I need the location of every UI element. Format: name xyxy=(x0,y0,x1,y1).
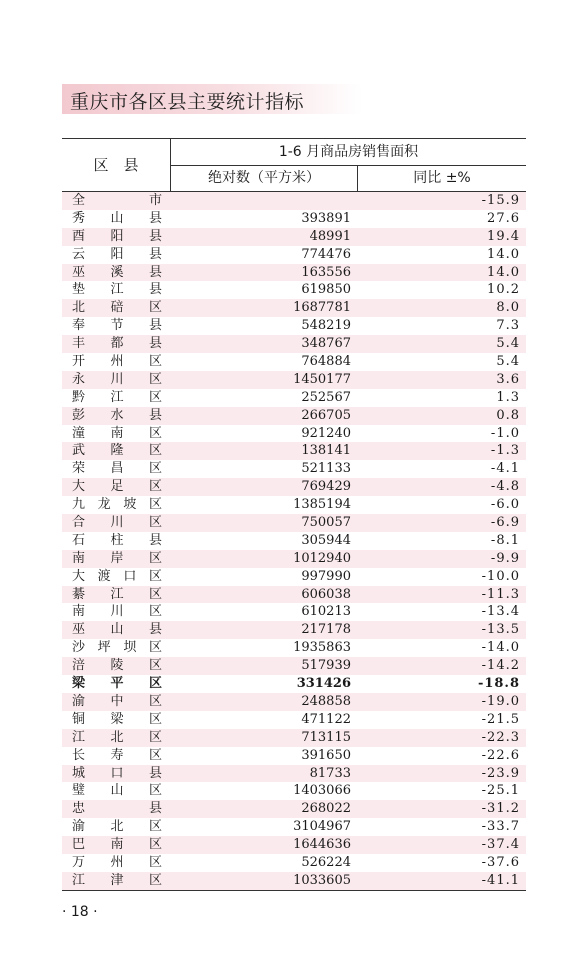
table-row xyxy=(62,371,526,389)
district-name-char: 北 xyxy=(110,819,124,835)
table-row xyxy=(62,818,526,836)
yoy-value: -37.4 xyxy=(481,837,520,853)
yoy-value: 14.0 xyxy=(487,246,520,262)
district-name-char: 龙 xyxy=(97,497,111,513)
district-name-char: 秀 xyxy=(72,210,86,226)
absolute-value: 921240 xyxy=(301,425,351,441)
absolute-value: 1644636 xyxy=(293,837,351,853)
district-name-char: 州 xyxy=(110,854,124,870)
district-name-char: 九 xyxy=(72,497,86,513)
district-name-char: 酉 xyxy=(72,228,86,244)
district-name-char: 区 xyxy=(148,837,162,853)
yoy-value: 7.3 xyxy=(496,318,520,334)
table-row xyxy=(62,532,526,550)
yoy-value: -25.1 xyxy=(481,783,520,799)
absolute-value: 252567 xyxy=(301,389,351,405)
district-name xyxy=(72,246,162,264)
district-name xyxy=(72,711,162,729)
absolute-value: 138141 xyxy=(301,443,351,459)
district-name xyxy=(72,210,162,228)
district-name-char: 梁 xyxy=(72,676,86,692)
absolute-value: 3104967 xyxy=(293,819,351,835)
district-name-char: 永 xyxy=(72,371,86,387)
table-row xyxy=(62,228,526,246)
yoy-value: -19.0 xyxy=(481,693,520,709)
district-name xyxy=(72,371,162,389)
district-name xyxy=(72,299,162,317)
absolute-value: 548219 xyxy=(301,318,351,334)
district-name-char: 川 xyxy=(110,371,124,387)
absolute-value: 1935863 xyxy=(293,640,351,656)
table-row xyxy=(62,192,526,210)
district-name-char: 碚 xyxy=(110,300,124,316)
table-row xyxy=(62,765,526,783)
absolute-value: 750057 xyxy=(301,515,351,531)
table-row xyxy=(62,264,526,282)
district-name xyxy=(72,550,162,568)
table-row xyxy=(62,496,526,514)
yoy-value: -33.7 xyxy=(481,819,520,835)
district-name-char: 大 xyxy=(72,479,86,495)
absolute-value: 521133 xyxy=(301,461,351,477)
district-name xyxy=(72,603,162,621)
absolute-value: 606038 xyxy=(301,586,351,602)
table-row xyxy=(62,514,526,532)
absolute-value: 610213 xyxy=(301,604,351,620)
table-row xyxy=(62,478,526,496)
table-row xyxy=(62,729,526,747)
absolute-value: 471122 xyxy=(301,711,351,727)
absolute-value: 1450177 xyxy=(293,371,351,387)
district-name-char: 县 xyxy=(148,228,162,244)
header-district: 区 县 xyxy=(62,139,171,191)
table-row xyxy=(62,353,526,371)
district-name-char: 区 xyxy=(148,783,162,799)
district-name-char: 区 xyxy=(148,461,162,477)
table-row xyxy=(62,675,526,693)
table-row xyxy=(62,389,526,407)
table-row xyxy=(62,747,526,765)
district-name xyxy=(72,568,162,586)
district-name xyxy=(72,264,162,282)
district-name-char: 南 xyxy=(110,837,124,853)
district-name-char: 平 xyxy=(110,676,124,692)
absolute-value: 331426 xyxy=(296,676,351,692)
district-name-char: 江 xyxy=(110,389,124,405)
district-name xyxy=(72,836,162,854)
district-name-char: 县 xyxy=(148,407,162,423)
table-row xyxy=(62,425,526,443)
district-name-char: 阳 xyxy=(110,228,124,244)
district-name-char: 垫 xyxy=(72,282,86,298)
absolute-value: 1385194 xyxy=(293,497,351,513)
district-name xyxy=(72,192,162,210)
table-body xyxy=(62,192,526,890)
district-name-char: 山 xyxy=(110,210,124,226)
district-name-char: 江 xyxy=(110,586,124,602)
district-name-char: 丰 xyxy=(72,336,86,352)
district-name-char: 州 xyxy=(110,354,124,370)
district-name-char: 黔 xyxy=(72,389,86,405)
yoy-value: 14.0 xyxy=(487,264,520,280)
yoy-value: -14.2 xyxy=(481,658,520,674)
district-name-char: 璧 xyxy=(72,783,86,799)
absolute-value: 997990 xyxy=(301,568,351,584)
header-yoy: 同比 ±% xyxy=(413,170,471,186)
district-name xyxy=(72,675,162,693)
table-row xyxy=(62,586,526,604)
yoy-value: 27.6 xyxy=(487,210,520,226)
district-name-char: 县 xyxy=(148,765,162,781)
district-name-char: 渝 xyxy=(72,819,86,835)
district-name-char: 柱 xyxy=(110,532,124,548)
district-name xyxy=(72,532,162,550)
district-name-char: 彭 xyxy=(72,407,86,423)
district-name xyxy=(72,621,162,639)
district-name-char: 区 xyxy=(148,586,162,602)
yoy-value: 10.2 xyxy=(487,282,520,298)
yoy-value: 5.4 xyxy=(496,336,520,352)
district-name-char: 县 xyxy=(148,622,162,638)
district-name xyxy=(72,854,162,872)
yoy-value: 19.4 xyxy=(487,228,520,244)
district-name-char: 区 xyxy=(148,854,162,870)
table-row xyxy=(62,639,526,657)
district-name-char: 津 xyxy=(110,872,124,888)
table-row xyxy=(62,568,526,586)
yoy-value: -6.9 xyxy=(490,515,520,531)
table-row xyxy=(62,550,526,568)
district-name-char: 大 xyxy=(72,568,86,584)
district-name xyxy=(72,800,162,818)
absolute-value: 348767 xyxy=(301,336,351,352)
yoy-value: -22.3 xyxy=(481,729,520,745)
table-row xyxy=(62,246,526,264)
district-name xyxy=(72,281,162,299)
district-name-char: 忠 xyxy=(72,801,86,817)
absolute-value: 391650 xyxy=(301,747,351,763)
district-name-char: 石 xyxy=(72,532,86,548)
district-name xyxy=(72,818,162,836)
yoy-value: -37.6 xyxy=(481,854,520,870)
district-name-char: 长 xyxy=(72,747,86,763)
yoy-value: 1.3 xyxy=(496,389,520,405)
district-name-char: 梁 xyxy=(110,711,124,727)
district-name-char: 山 xyxy=(110,622,124,638)
district-name-char: 中 xyxy=(110,693,124,709)
district-name-char: 陵 xyxy=(110,658,124,674)
table-row xyxy=(62,836,526,854)
district-name-char: 潼 xyxy=(72,425,86,441)
district-name-char: 区 xyxy=(148,389,162,405)
district-name xyxy=(72,228,162,246)
district-name-char: 奉 xyxy=(72,318,86,334)
yoy-value: -41.1 xyxy=(481,872,520,888)
district-name-char: 水 xyxy=(110,407,124,423)
header-absolute: 绝对数（平方米） xyxy=(171,166,358,191)
absolute-value: 305944 xyxy=(301,532,351,548)
district-name-char: 巫 xyxy=(72,622,86,638)
absolute-value: 1012940 xyxy=(293,550,351,566)
yoy-value: -11.3 xyxy=(481,586,520,602)
stats-table xyxy=(62,138,526,891)
absolute-value: 526224 xyxy=(301,854,351,870)
district-name-char: 区 xyxy=(148,550,162,566)
district-name-char: 县 xyxy=(148,246,162,262)
absolute-value: 713115 xyxy=(301,729,351,745)
district-name-char: 区 xyxy=(148,747,162,763)
page-number: · 18 · xyxy=(62,904,98,920)
table-row xyxy=(62,299,526,317)
district-name-char: 口 xyxy=(123,568,137,584)
district-name-char: 寿 xyxy=(110,747,124,763)
district-name-char: 北 xyxy=(72,300,86,316)
district-name-char: 渝 xyxy=(72,693,86,709)
absolute-value: 517939 xyxy=(301,658,351,674)
table-row xyxy=(62,693,526,711)
district-name-char: 区 xyxy=(148,443,162,459)
district-name-char: 江 xyxy=(72,729,86,745)
absolute-value: 1403066 xyxy=(293,783,351,799)
absolute-value: 268022 xyxy=(301,801,351,817)
district-name-char: 铜 xyxy=(72,711,86,727)
table-header xyxy=(62,138,526,192)
table-row xyxy=(62,407,526,425)
yoy-value: -4.1 xyxy=(490,461,520,477)
district-name-char: 南 xyxy=(72,550,86,566)
table-row xyxy=(62,317,526,335)
district-name-char: 开 xyxy=(72,354,86,370)
district-name-char: 县 xyxy=(148,210,162,226)
table-row xyxy=(62,442,526,460)
district-name-char: 区 xyxy=(148,425,162,441)
absolute-value: 217178 xyxy=(301,622,351,638)
table-row xyxy=(62,210,526,228)
district-name-char: 荣 xyxy=(72,461,86,477)
district-name-char: 区 xyxy=(148,354,162,370)
yoy-value: -31.2 xyxy=(481,801,520,817)
district-name xyxy=(72,657,162,675)
table-row xyxy=(62,800,526,818)
district-name xyxy=(72,425,162,443)
absolute-value: 48991 xyxy=(309,228,351,244)
district-name-char: 阳 xyxy=(110,246,124,262)
district-name-char: 城 xyxy=(72,765,86,781)
district-name-char: 沙 xyxy=(72,640,86,656)
district-name-char: 县 xyxy=(148,282,162,298)
district-name-char: 北 xyxy=(110,729,124,745)
yoy-value: -10.0 xyxy=(481,568,520,584)
district-name xyxy=(72,514,162,532)
absolute-value: 769429 xyxy=(301,479,351,495)
district-name-char: 区 xyxy=(148,300,162,316)
district-name-char: 县 xyxy=(148,801,162,817)
district-name-char: 县 xyxy=(148,318,162,334)
district-name-char: 山 xyxy=(110,783,124,799)
district-name-char: 区 xyxy=(148,640,162,656)
district-name-char: 万 xyxy=(72,854,86,870)
district-name-char: 南 xyxy=(110,425,124,441)
district-name xyxy=(72,496,162,514)
district-name-char: 昌 xyxy=(110,461,124,477)
table-bottom-rule xyxy=(62,890,526,891)
district-name-char: 区 xyxy=(148,568,162,584)
district-name xyxy=(72,478,162,496)
yoy-value: -1.3 xyxy=(490,443,520,459)
district-name-char: 南 xyxy=(72,604,86,620)
table-row xyxy=(62,603,526,621)
district-name xyxy=(72,389,162,407)
page-title: 重庆市各区县主要统计指标 xyxy=(70,91,305,113)
yoy-value: -6.0 xyxy=(490,497,520,513)
district-name-char: 区 xyxy=(148,515,162,531)
table-row xyxy=(62,621,526,639)
absolute-value: 163556 xyxy=(301,264,351,280)
yoy-value: -15.9 xyxy=(481,193,520,208)
table-row xyxy=(62,657,526,675)
yoy-value: -8.1 xyxy=(490,532,520,548)
yoy-value: 8.0 xyxy=(496,300,520,316)
district-name-char: 区 xyxy=(148,711,162,727)
absolute-value: 764884 xyxy=(301,354,351,370)
district-name-char: 巫 xyxy=(72,264,86,280)
district-name-char: 区 xyxy=(148,729,162,745)
yoy-value: -18.8 xyxy=(477,676,520,692)
absolute-value: 619850 xyxy=(301,282,351,298)
district-name-char: 口 xyxy=(110,765,124,781)
district-name-char: 县 xyxy=(148,336,162,352)
district-name-char: 綦 xyxy=(72,586,86,602)
absolute-value: 774476 xyxy=(301,246,351,262)
table-row xyxy=(62,281,526,299)
table-row xyxy=(62,460,526,478)
district-name-char: 涪 xyxy=(72,658,86,674)
district-name-char: 巴 xyxy=(72,837,86,853)
table-row xyxy=(62,782,526,800)
district-name-char: 川 xyxy=(110,604,124,620)
district-name-char: 区 xyxy=(148,497,162,513)
district-name xyxy=(72,782,162,800)
absolute-value: 1687781 xyxy=(293,300,351,316)
district-name-char: 县 xyxy=(148,532,162,548)
yoy-value: -1.0 xyxy=(490,425,520,441)
district-name-char: 区 xyxy=(148,371,162,387)
district-name-char: 溪 xyxy=(110,264,124,280)
district-name xyxy=(72,353,162,371)
district-name-char: 合 xyxy=(72,515,86,531)
header-sales-area: 1-6 月商品房销售面积 xyxy=(171,139,526,166)
district-name xyxy=(72,747,162,765)
district-name-char: 市 xyxy=(148,193,162,208)
district-name-char: 区 xyxy=(148,604,162,620)
district-name xyxy=(72,872,162,890)
district-name-char: 足 xyxy=(110,479,124,495)
yoy-value: 0.8 xyxy=(496,407,520,423)
district-name-char: 岸 xyxy=(110,550,124,566)
district-name-char: 江 xyxy=(110,282,124,298)
district-name-char: 区 xyxy=(148,872,162,888)
yoy-value: -23.9 xyxy=(481,765,520,781)
yoy-value: -13.4 xyxy=(481,604,520,620)
absolute-value: 266705 xyxy=(301,407,351,423)
absolute-value: 81733 xyxy=(309,765,351,781)
table-row xyxy=(62,854,526,872)
district-name xyxy=(72,693,162,711)
district-name-char: 都 xyxy=(110,336,124,352)
yoy-value: -13.5 xyxy=(481,622,520,638)
district-name-char: 川 xyxy=(110,515,124,531)
district-name xyxy=(72,442,162,460)
district-name xyxy=(72,335,162,353)
yoy-value: 5.4 xyxy=(496,354,520,370)
district-name xyxy=(72,765,162,783)
district-name-char: 区 xyxy=(148,819,162,835)
district-name-char: 县 xyxy=(148,264,162,280)
absolute-value: 1033605 xyxy=(293,872,351,888)
absolute-value: 393891 xyxy=(301,210,351,226)
table-row xyxy=(62,711,526,729)
yoy-value: -9.9 xyxy=(490,550,520,566)
yoy-value: 3.6 xyxy=(496,371,520,387)
district-name-char: 区 xyxy=(148,658,162,674)
district-name-char: 江 xyxy=(72,872,86,888)
district-name-char: 全 xyxy=(72,193,86,208)
district-name-char: 坝 xyxy=(123,640,137,656)
yoy-value: -4.8 xyxy=(490,479,520,495)
district-name xyxy=(72,639,162,657)
yoy-value: -22.6 xyxy=(481,747,520,763)
yoy-value: -14.0 xyxy=(481,640,520,656)
district-name-char: 节 xyxy=(110,318,124,334)
district-name-char: 隆 xyxy=(110,443,124,459)
district-name-char: 坡 xyxy=(123,497,137,513)
district-name-char: 武 xyxy=(72,443,86,459)
absolute-value: 248858 xyxy=(301,693,351,709)
district-name-char: 渡 xyxy=(97,568,111,584)
district-name-char: 区 xyxy=(148,479,162,495)
district-name-char: 区 xyxy=(148,676,162,692)
district-name xyxy=(72,460,162,478)
district-name-char: 区 xyxy=(148,693,162,709)
yoy-value: -21.5 xyxy=(481,711,520,727)
district-name xyxy=(72,729,162,747)
table-row xyxy=(62,335,526,353)
district-name xyxy=(72,586,162,604)
district-name-char: 云 xyxy=(72,246,86,262)
district-name-char: 坪 xyxy=(97,640,111,656)
table-row xyxy=(62,872,526,890)
district-name xyxy=(72,407,162,425)
district-name xyxy=(72,317,162,335)
